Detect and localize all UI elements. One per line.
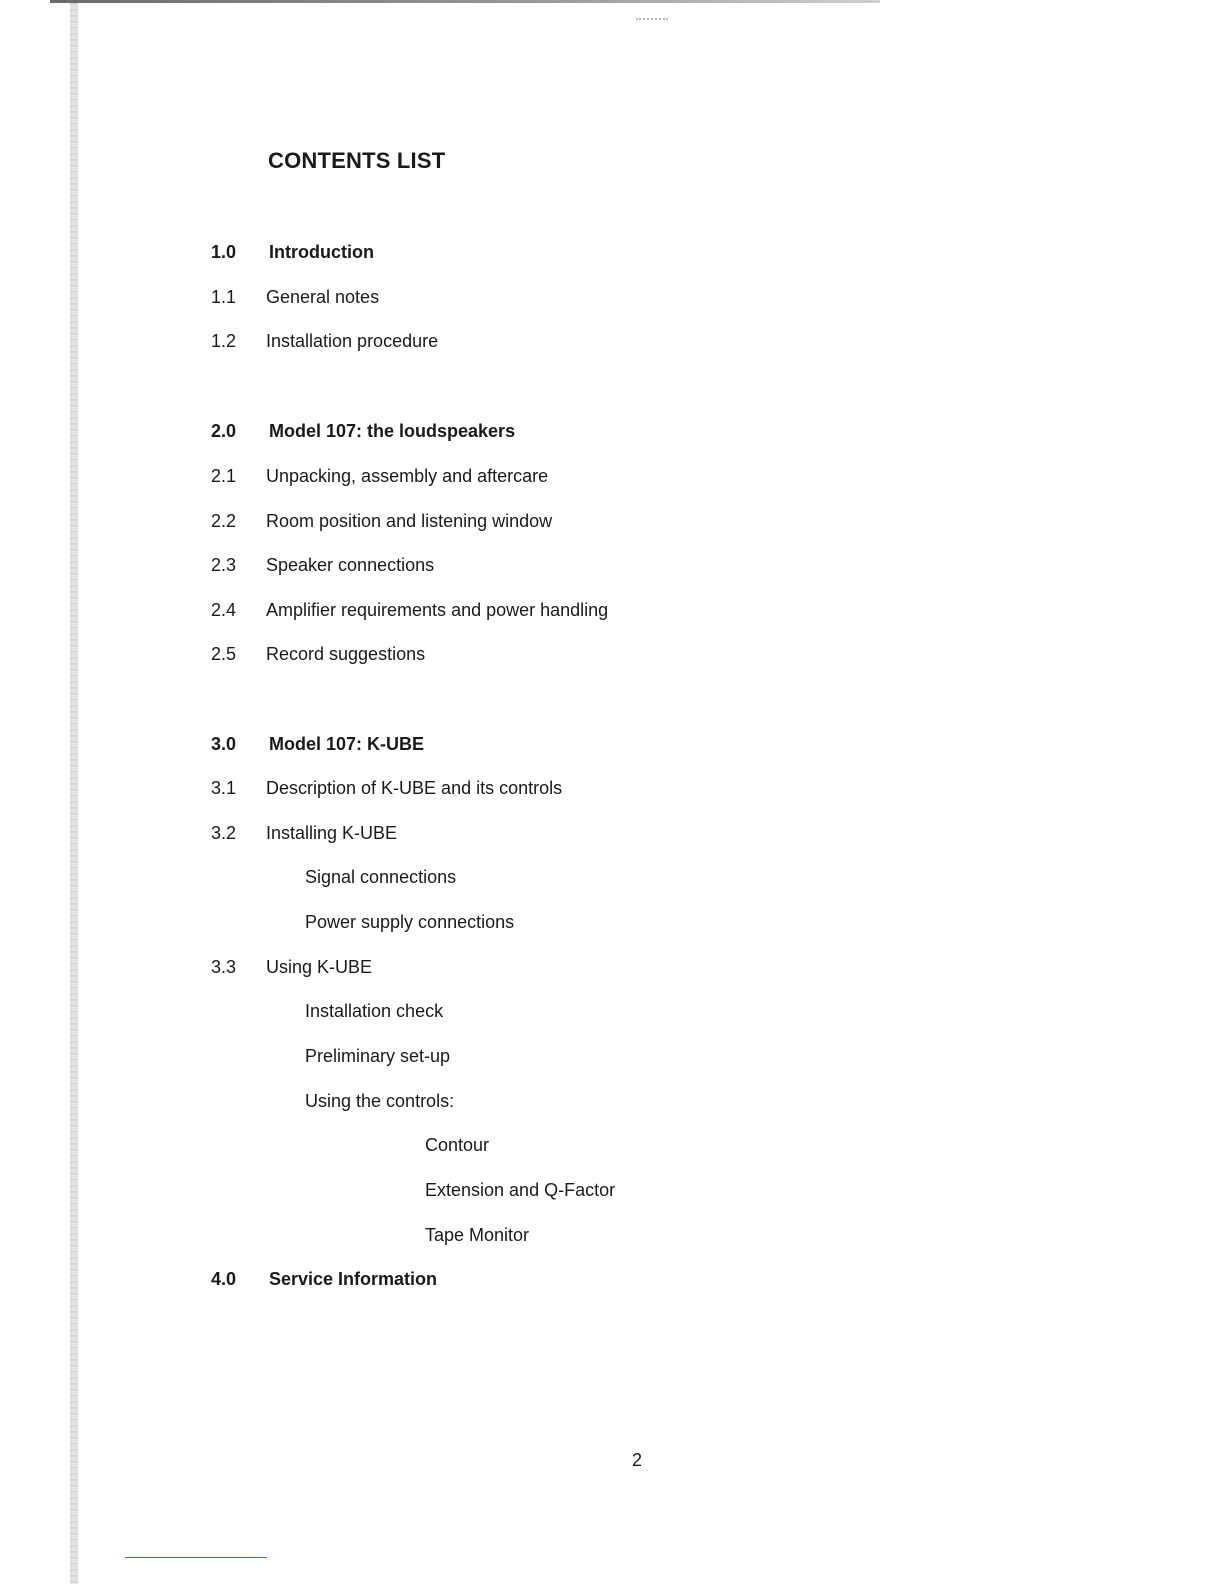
item-title: Installing K-UBE: [266, 823, 398, 843]
section-number: 2.0: [211, 421, 237, 441]
scan-top-edge: [50, 0, 880, 3]
item-number: 1.1: [211, 287, 237, 307]
item-title: Unpacking, assembly and aftercare: [266, 466, 549, 486]
item-title: Description of K-UBE and its controls: [266, 778, 563, 798]
item-number: 3.2: [211, 823, 237, 843]
toc-subitem: Signal connections: [305, 867, 457, 887]
section-title: Model 107: the loudspeakers: [269, 421, 516, 441]
item-title: Record suggestions: [266, 644, 426, 664]
item-title: Speaker connections: [266, 555, 435, 575]
item-number: 2.1: [211, 466, 237, 486]
scan-binding-edge: [70, 0, 78, 1584]
section-title: Introduction: [269, 242, 374, 262]
item-number: 2.3: [211, 555, 237, 575]
item-number: 1.2: [211, 331, 237, 351]
item-number: 3.3: [211, 957, 237, 977]
item-number: 3.1: [211, 778, 237, 798]
item-title: Amplifier requirements and power handling: [266, 600, 609, 620]
item-number: 2.2: [211, 511, 237, 531]
toc-subitem: Using the controls:: [305, 1091, 455, 1111]
toc-subitem: Power supply connections: [305, 912, 515, 932]
section-number: 1.0: [211, 242, 237, 262]
section-number: 3.0: [211, 734, 237, 754]
toc-subitem: Installation check: [305, 1001, 444, 1021]
toc-control-item: Extension and Q-Factor: [425, 1180, 616, 1200]
item-title: General notes: [266, 287, 380, 307]
item-number: 2.5: [211, 644, 237, 664]
toc-subitem: Preliminary set-up: [305, 1046, 451, 1066]
scan-bottom-rule: [125, 1557, 267, 1558]
item-title: Room position and listening window: [266, 511, 553, 531]
item-number: 2.4: [211, 600, 237, 620]
scan-mark: [636, 8, 668, 20]
toc-control-item: Tape Monitor: [425, 1225, 530, 1245]
section-number: 4.0: [211, 1269, 237, 1289]
toc-control-item: Contour: [425, 1135, 490, 1155]
section-title: Model 107: K-UBE: [269, 734, 425, 754]
page-title: CONTENTS LIST: [268, 148, 446, 173]
page-number: 2: [632, 1450, 643, 1470]
item-title: Using K-UBE: [266, 957, 373, 977]
section-title: Service Information: [269, 1269, 438, 1289]
item-title: Installation procedure: [266, 331, 439, 351]
